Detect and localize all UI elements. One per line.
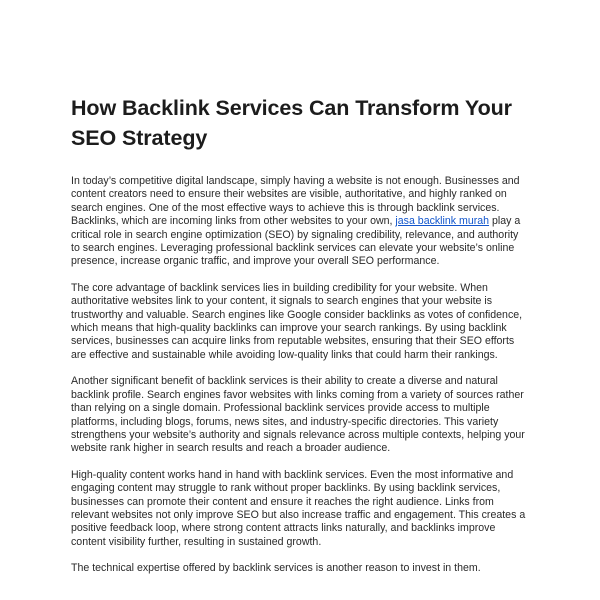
paragraph-technical-expertise: The technical expertise offered by backlink services is another reason to invest in them. <box>71 562 481 575</box>
paragraph-text-before-link: In today’s competitive digital landscape, simply having a website is not enough. Businesses and content creators need to ensure their websites are visible, authoritative, and highly ranked on search engines. One of the most effective ways to achieve this is through backlink services. Backlinks, which are incoming links from other websites to your own, <box>71 175 520 228</box>
paragraph-intro <box>71 175 529 269</box>
article-title: How Backlink Services Can Transform Your SEO Strategy <box>71 96 512 150</box>
paragraph-credibility: The core advantage of backlink services lies in building credibility for your website. When authoritative websites link to your content, it signals to search engines that your website is trustworthy and valuable. Search engines like Google consider backlinks as votes of confidence, which means that high-quality backlinks can improve your search rankings. By using backlink services, businesses can acquire links from reputable websites, ensuring that their SEO efforts are effective and sustainable while avoiding low-quality links that could harm their rankings. <box>71 281 523 361</box>
paragraph-content-quality: High-quality content works hand in hand with backlink services. Even the most informative and engaging content may struggle to rank without proper backlinks. By using backlink services, businesses can promote their content and ensure it reaches the right audience. Links from relevant websites not only improve SEO but also increase traffic and engagement. This creates a positive feedback loop, where strong content attracts links naturally, and backlinks improve content visibility further, resulting in sustained growth. <box>71 468 526 548</box>
paragraph-text-after-link: play a critical role in search engine optimization (SEO) by signaling credibility, relevance, and authority to search engines. Leveraging professional backlink services can elevate your website’s online presence, increase organic traffic, and improve your overall SEO performance. <box>71 215 521 268</box>
article-body <box>71 93 529 589</box>
paragraph-diverse-profile: Another significant benefit of backlink services is their ability to create a diverse and natural backlink profile. Search engines favor websites with links coming from a variety of sources rather than relying on a single domain. Professional backlink services provide access to multiple platforms, including blogs, forums, news sites, and industry-specific directories. This variety strengthens your website’s authority and signals relevance across multiple contexts, helping your website rank higher in search results and reach a broader audience. <box>71 375 525 455</box>
backlink-anchor-link[interactable]: jasa backlink murah <box>395 215 490 228</box>
